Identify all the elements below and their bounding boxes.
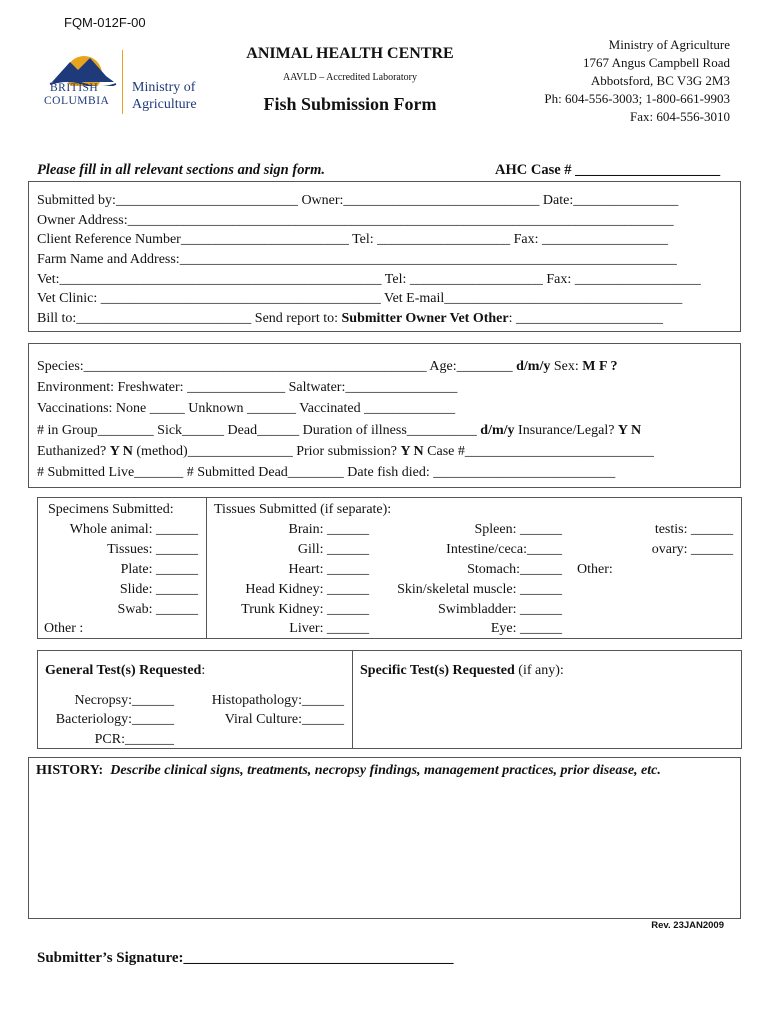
general-tests-colon: : [201, 663, 206, 678]
instructions: Please fill in all relevant sections and sign form. [37, 162, 325, 178]
tissues-title-text: Tissues Submitted [214, 502, 317, 517]
form-title: Fish Submission Form [263, 94, 437, 114]
tissue-swimbladder[interactable]: Swimbladder: ______ [437, 602, 562, 617]
prior-submission-options[interactable]: Y N [400, 444, 424, 459]
logo-ministry1: Ministry of [132, 80, 196, 95]
specimen-other[interactable]: Other : [44, 621, 84, 636]
vet-row[interactable]: Vet:______________________________________________ Tel: ___________________ Fax: __________________ [37, 272, 701, 287]
address-line: Fax: 604-556-3010 [629, 109, 730, 124]
tissue-liver[interactable]: Liver: ______ [289, 621, 369, 636]
age-unit: d/m/y [516, 359, 551, 374]
euthanized-options[interactable]: Y N [109, 444, 133, 459]
specimen-tissues[interactable]: Tissues: ______ [107, 542, 198, 557]
duration-unit: d/m/y [480, 423, 515, 438]
animal-section [28, 343, 741, 488]
general-tests-title [45, 661, 205, 681]
tissue-intestine[interactable]: Intestine/ceca:_____ [446, 542, 562, 557]
tissue-other[interactable]: Other: [577, 562, 613, 577]
address-line: Abbotsford, BC V3G 2M3 [590, 73, 730, 88]
tissues-title [214, 500, 391, 520]
sun-mountain-icon [48, 48, 118, 86]
environment-row[interactable]: Environment: Freshwater: ______________ Saltwater:________________ [37, 380, 458, 395]
submitted-by-row[interactable]: Submitted by:__________________________ Owner:____________________________ Date:_______________ [37, 193, 679, 208]
test-bacteriology[interactable]: Bacteriology:______ [55, 712, 174, 727]
other-field[interactable]: : _____________________ [508, 311, 663, 326]
euthanized-label: Euthanized? [37, 444, 110, 459]
ahc-case[interactable]: AHC Case # ____________________ [495, 162, 721, 178]
case-field[interactable]: Case #___________________________ [423, 444, 654, 459]
tissue-trunk-kidney[interactable]: Trunk Kidney: ______ [241, 602, 369, 617]
accreditation: AAVLD – Accredited Laboratory [283, 72, 417, 83]
specimen-swab[interactable]: Swab: ______ [117, 602, 198, 617]
address-line: Ph: 604-556-3003; 1-800-661-9903 [544, 91, 730, 106]
group-row[interactable] [37, 421, 641, 441]
bc-logo [40, 48, 210, 118]
group-fields[interactable]: # in Group________ Sick______ Dead______ Duration of illness__________ [37, 423, 481, 438]
logo-line1: BRITISH [50, 82, 99, 94]
tissue-brain[interactable]: Brain: ______ [288, 522, 369, 537]
column-divider [206, 498, 207, 638]
specimens-title: Specimens Submitted: [48, 502, 174, 517]
bill-to-label: Bill to:_________________________ Send report to: [37, 311, 342, 326]
tests-divider [352, 651, 353, 748]
owner-address-row[interactable]: Owner Address:______________________________________________________________________________ [37, 213, 674, 228]
vaccinations-row[interactable]: Vaccinations: None _____ Unknown _______ Vaccinated _____________ [37, 401, 456, 416]
centre-title: ANIMAL HEALTH CENTRE [246, 45, 454, 62]
signature-line[interactable]: Submitter’s Signature:____________________________________ [37, 950, 454, 966]
farm-address-row[interactable]: Farm Name and Address:_______________________________________________________________________ [37, 252, 677, 267]
insurance-options[interactable]: Y N [617, 423, 642, 438]
history-heading [36, 761, 661, 781]
general-tests-title-text: General Test(s) Requested [45, 663, 202, 678]
test-histopathology[interactable]: Histopathology:______ [211, 693, 344, 708]
specimens-section [37, 497, 742, 639]
report-recipient-options[interactable]: Submitter Owner Vet Other [341, 311, 509, 326]
tissue-gill[interactable]: Gill: ______ [297, 542, 369, 557]
revision: Rev. 23JAN2009 [651, 920, 724, 931]
bill-to-row[interactable] [37, 309, 663, 329]
submitter-section [28, 181, 741, 332]
tissue-testis[interactable]: testis: ______ [654, 522, 733, 537]
submitted-counts-row[interactable]: # Submitted Live_______ # Submitted Dead________ Date fish died: __________________________ [37, 465, 616, 480]
test-pcr[interactable]: PCR:_______ [94, 732, 174, 747]
specific-tests-title[interactable] [360, 661, 564, 681]
logo-line2: COLUMBIA [44, 95, 110, 107]
tissue-ovary[interactable]: ovary: ______ [651, 542, 733, 557]
tissue-head-kidney[interactable]: Head Kidney: ______ [245, 582, 369, 597]
tissue-skin-muscle[interactable]: Skin/skeletal muscle: ______ [397, 582, 562, 597]
tissue-heart[interactable]: Heart: ______ [288, 562, 369, 577]
address-line: Ministry of Agriculture [608, 37, 730, 52]
euthanized-row[interactable] [37, 442, 654, 462]
test-necropsy[interactable]: Necropsy:______ [74, 693, 174, 708]
species-field[interactable]: Species:_________________________________________________ Age:________ [37, 359, 517, 374]
history-section[interactable] [28, 757, 741, 919]
address-line: 1767 Angus Campbell Road [583, 55, 730, 70]
method-field[interactable]: (method)_______________ Prior submission? [132, 444, 401, 459]
history-prompt: Describe clinical signs, treatments, necropsy findings, management practices, prior disease, etc. [110, 763, 661, 778]
history-title: HISTORY: [36, 763, 104, 778]
logo-ministry2: Agriculture [132, 97, 197, 112]
tests-section [37, 650, 742, 749]
species-row[interactable] [37, 357, 617, 377]
logo-divider [122, 50, 123, 114]
vet-clinic-row[interactable]: Vet Clinic: ________________________________________ Vet E-mail__________________________________ [37, 291, 683, 306]
form-code: FQM-012F-00 [64, 15, 146, 30]
tissue-eye[interactable]: Eye: ______ [490, 621, 562, 636]
insurance-label: Insurance/Legal? [514, 423, 618, 438]
specimen-whole-animal[interactable]: Whole animal: ______ [69, 522, 198, 537]
sex-options[interactable]: M F ? [582, 359, 618, 374]
tissue-spleen[interactable]: Spleen: ______ [474, 522, 562, 537]
specimen-plate[interactable]: Plate: ______ [120, 562, 198, 577]
sex-label: Sex: [550, 359, 583, 374]
specific-tests-note: (if any): [514, 663, 564, 678]
test-viral-culture[interactable]: Viral Culture:______ [224, 712, 344, 727]
tissue-stomach[interactable]: Stomach:______ [467, 562, 562, 577]
tissues-title-note: (if separate): [316, 502, 392, 517]
specimen-slide[interactable]: Slide: ______ [119, 582, 198, 597]
specific-tests-title-text: Specific Test(s) Requested [360, 663, 515, 678]
client-reference-row[interactable]: Client Reference Number________________________ Tel: ___________________ Fax: __________________ [37, 232, 669, 247]
ministry-address [544, 36, 730, 126]
